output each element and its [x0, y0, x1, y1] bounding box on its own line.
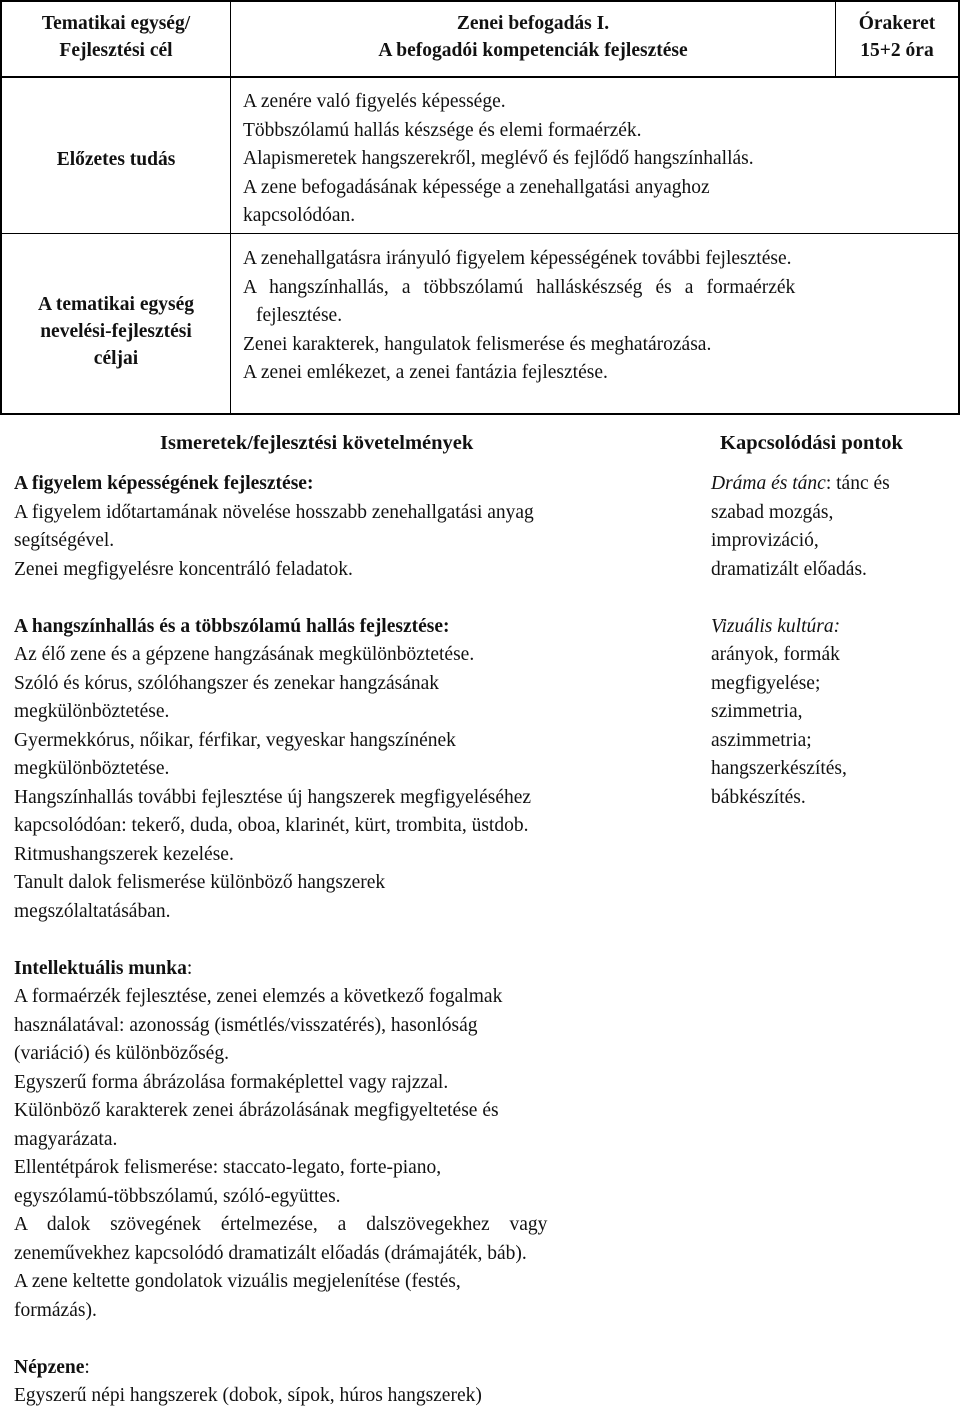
block-line: Szóló és kórus, szólóhangszer és zenekar hangzásának [14, 672, 440, 694]
connection-subject: Dráma és tánc [711, 473, 826, 494]
connection-line: arányok, formák [711, 644, 840, 665]
connection-suffix: : tánc és [825, 473, 890, 494]
prior-knowledge-line: kapcsolódóan. [243, 205, 356, 226]
block-line: A formaérzék fejlesztése, zenei elemzés a következő fogalmak [14, 986, 503, 1007]
block-attention [14, 470, 694, 584]
goals-line: A zenehallgatásra irányuló figyelem képességének további fejlesztése. [243, 248, 792, 269]
goals-line: A hangszínhallás, a többszólamú halláskészség és a formaérzék [243, 276, 796, 298]
block-line: Ritmushangszerek kezelése. [14, 843, 234, 865]
block-title: Intellektuális munka [14, 957, 187, 979]
connection-subject: Vizuális kultúra: [711, 615, 841, 637]
block-folk-music [14, 1354, 694, 1411]
table-divider-row [0, 233, 960, 234]
block-line: megszólaltatásában. [14, 900, 171, 922]
prior-knowledge-line: A zenére való figyelés képessége. [243, 91, 506, 112]
block-title: A figyelem képességének fejlesztése: [14, 473, 314, 494]
block-line: használatával: azonosság (ismétlés/visszatérés), hasonlóság [14, 1014, 478, 1036]
block-timbre [14, 613, 694, 927]
connection-line: aszimmetria; [711, 729, 812, 751]
header-hours-cell [836, 10, 958, 64]
topic-title: Zenei befogadás I. [456, 13, 610, 34]
goals-line: fejlesztése. [256, 305, 343, 326]
prior-knowledge-line: Többszólamú hallás készsége és elemi formaérzék. [243, 119, 642, 141]
block-line: zeneművekhez kapcsolódó dramatizált előadás (drámajáték, báb). [14, 1242, 527, 1264]
block-title-row [14, 1354, 694, 1383]
block-line: segítségével. [14, 530, 115, 551]
connection-title-row [711, 613, 956, 642]
block-line: Egyszerű forma ábrázolása formaképlettel vagy rajzzal. [14, 1071, 449, 1093]
table-border-bottom [0, 413, 960, 415]
connection-line: dramatizált előadás. [711, 558, 867, 580]
block-line: formázás). [14, 1299, 97, 1321]
prior-knowledge-line: Alapismeretek hangszerekről, meglévő és fejlődő hangszínhallás. [243, 148, 754, 169]
block-title-row [14, 955, 694, 984]
connection-title-row [711, 470, 956, 499]
block-line: A figyelem időtartamának növelése hosszabb zenehallgatási anyag [14, 501, 534, 523]
connections-column [711, 470, 956, 812]
requirements-header: Ismeretek/fejlesztési követelmények [160, 432, 474, 454]
prior-knowledge-label: Előzetes tudás [56, 149, 176, 170]
block-line: Különböző karakterek zenei ábrázolásának megfigyeltetése és [14, 1100, 499, 1121]
goals-label-cell [2, 291, 230, 372]
block-line: egyszólamú-többszólamú, szóló-együttes. [14, 1185, 341, 1207]
block-title: A hangszínhallás és a többszólamú hallás fejlesztése: [14, 615, 450, 637]
block-line: megkülönböztetése. [14, 701, 170, 722]
connection-drama [711, 470, 956, 584]
header-unit-label: Tematikai egység/ [41, 13, 191, 34]
block-line: kapcsolódóan: tekerő, duda, oboa, klarinét, kürt, trombita, üstdob. [14, 815, 529, 836]
connection-line: megfigyelése; [711, 672, 821, 694]
prior-knowledge-content [243, 88, 828, 231]
header-goal-label: Fejlesztési cél [59, 40, 173, 61]
connection-line: improvizáció, [711, 530, 819, 551]
hours-value: 15+2 óra [860, 40, 934, 61]
goals-content [243, 245, 949, 388]
block-line: Hangszínhallás további fejlesztése új hangszerek megfigyeléséhez [14, 786, 532, 808]
goals-label-line: céljai [93, 348, 139, 369]
block-line: Az élő zene és a gépzene hangzásának megkülönböztetése. [14, 644, 475, 665]
block-line: megkülönböztetése. [14, 758, 170, 779]
prior-knowledge-label-cell [2, 146, 230, 173]
goals-label-line: A tematikai egység [38, 294, 194, 315]
requirements-column [14, 470, 694, 1411]
connection-line: bábkészítés. [711, 786, 806, 808]
block-title-suffix: : [186, 957, 193, 979]
block-line: magyarázata. [14, 1128, 118, 1150]
block-line: Ellentétpárok felismerése: staccato-legato, forte-piano, [14, 1157, 442, 1178]
goals-line: A zenei emlékezet, a zenei fantázia fejlesztése. [243, 362, 608, 383]
header-unit-cell [2, 10, 230, 64]
header-topic-cell [231, 10, 835, 64]
block-line: Egyszerű népi hangszerek (dobok, sípok, húros hangszerek) [14, 1385, 482, 1406]
block-line: Gyermekkórus, nőikar, férfikar, vegyeskar hangszínének [14, 729, 456, 751]
hours-label: Órakeret [858, 13, 936, 34]
block-line: A zene keltette gondolatok vizuális megjelenítése (festés, [14, 1271, 461, 1292]
connection-visual [711, 613, 956, 813]
table-border-top [0, 0, 960, 2]
connection-line: szimmetria, [711, 701, 803, 722]
prior-knowledge-line: A zene befogadásának képessége a zenehallgatási anyaghoz [243, 176, 710, 198]
block-intellectual [14, 955, 694, 1326]
block-line: A dalok szövegének értelmezése, a dalszövegekhez vagy [14, 1214, 548, 1235]
connections-header: Kapcsolódási pontok [720, 432, 903, 454]
block-line: (variáció) és különbözőség. [14, 1043, 229, 1064]
connection-line: hangszerkészítés, [711, 758, 847, 779]
table-divider-header [0, 76, 960, 78]
connection-line: szabad mozgás, [711, 501, 834, 523]
block-line: Zenei megfigyelésre koncentráló feladatok. [14, 558, 353, 580]
block-title-suffix: : [84, 1356, 90, 1378]
topic-subtitle: A befogadói kompetenciák fejlesztése [378, 40, 688, 61]
block-title: Népzene [14, 1356, 85, 1378]
goals-line: Zenei karakterek, hangulatok felismerése és meghatározása. [243, 333, 712, 355]
block-line: Tanult dalok felismerése különböző hangszerek [14, 872, 386, 893]
goals-label-line: nevelési-fejlesztési [40, 321, 192, 342]
